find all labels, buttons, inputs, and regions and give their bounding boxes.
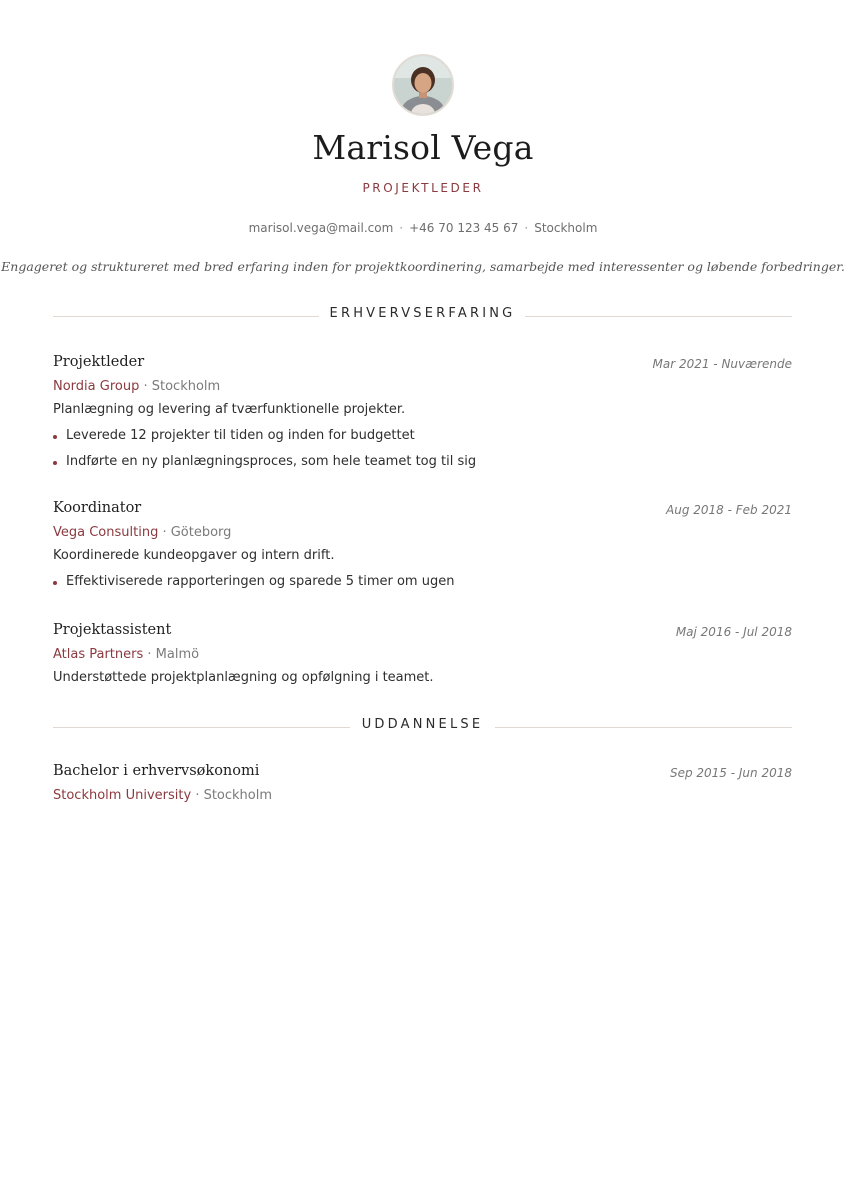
achievement-text: Leverede 12 projekter til tiden og inden for budgettet (66, 428, 415, 443)
profile-photo (394, 56, 452, 114)
job-title: Koordinator (53, 500, 142, 516)
job-location: · Göteborg (162, 525, 232, 540)
section-title-experience: ERHVERVSERFARING (329, 306, 516, 321)
section-rule-right (495, 727, 792, 728)
bullet-dot-icon (53, 435, 57, 439)
job-dates: Maj 2016 - Jul 2018 (675, 625, 792, 639)
education-institution (53, 788, 272, 803)
contact-separator: · (399, 221, 404, 235)
experience-entry (53, 500, 792, 598)
avatar (392, 54, 454, 116)
education-section-header (53, 717, 792, 737)
experience-entry (53, 354, 792, 478)
achievement-text: Indførte en ny planlægningsproces, som hele teamet tog til sig (66, 454, 477, 469)
job-description: Planlægning og levering af tværfunktionelle projekter. (53, 402, 406, 417)
job-description: Understøttede projektplanlægning og opfølgning i teamet. (53, 670, 434, 685)
company-name: Atlas Partners (53, 647, 144, 662)
job-location: · Stockholm (143, 379, 221, 394)
experience-entry (53, 622, 792, 692)
school-location: · Stockholm (195, 788, 273, 803)
job-description: Koordinerede kundeopgaver og intern drift. (53, 548, 335, 563)
contact-separator: · (524, 221, 529, 235)
job-location: · Malmö (147, 647, 200, 662)
school-name: Stockholm University (53, 788, 192, 803)
profile-summary: Engageret og struktureret med bred erfaring inden for projektkoordinering, samarbejde med interessenter og løbende forbedringer. (1, 259, 845, 274)
bullet-dot-icon (53, 581, 57, 585)
email-link[interactable]: marisol.vega@mail.com (248, 221, 394, 235)
achievement-text: Effektiviserede rapporteringen og sparede 5 timer om ugen (66, 574, 455, 589)
company-name: Nordia Group (53, 379, 140, 394)
contact-line (0, 221, 846, 235)
job-title: Projektassistent (53, 622, 172, 638)
job-organization (53, 647, 199, 662)
company-name: Vega Consulting (53, 525, 159, 540)
job-title: Projektleder (53, 354, 145, 370)
city: Stockholm (534, 221, 598, 235)
job-dates: Aug 2018 - Feb 2021 (666, 503, 792, 517)
phone-number[interactable]: +46 70 123 45 67 (409, 221, 519, 235)
experience-section-header (53, 306, 792, 326)
job-organization (53, 379, 220, 394)
bullet-dot-icon (53, 461, 57, 465)
section-title-education: UDDANNELSE (361, 717, 484, 732)
job-organization (53, 525, 231, 540)
job-dates: Mar 2021 - Nuværende (652, 357, 792, 371)
job-headline: PROJEKTLEDER (362, 181, 484, 195)
section-rule-right (525, 316, 792, 317)
degree-title: Bachelor i erhvervsøkonomi (53, 763, 260, 779)
education-entry (53, 763, 792, 809)
candidate-name: Marisol Vega (312, 128, 534, 167)
education-dates: Sep 2015 - Jun 2018 (669, 766, 792, 780)
